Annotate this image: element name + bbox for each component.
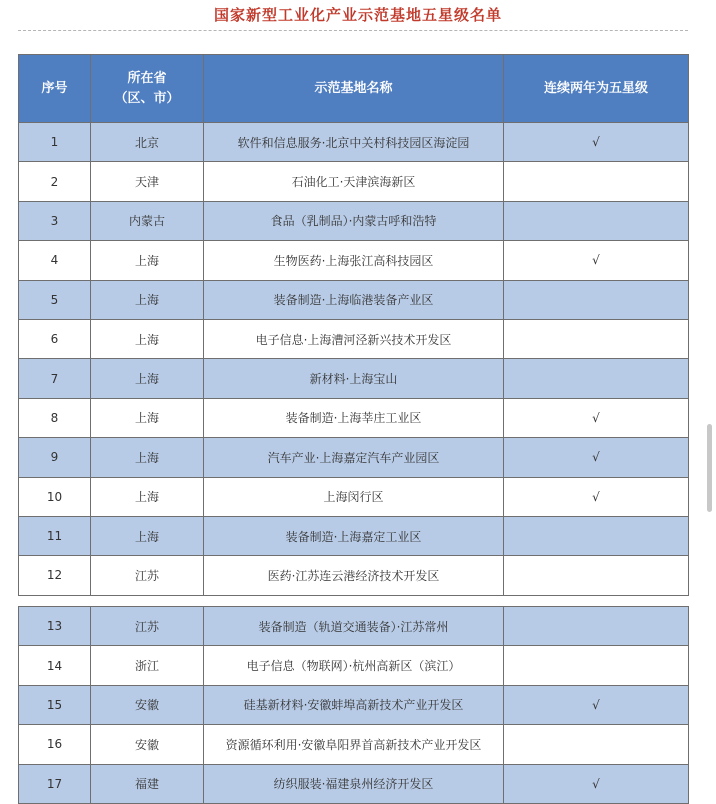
cell-index: 9 [19,438,91,477]
cell-province: 江苏 [91,607,204,646]
header-base-name: 示范基地名称 [204,55,504,123]
header-index: 序号 [19,55,91,123]
cell-consecutive-mark: √ [504,477,689,516]
scrollbar-thumb[interactable] [707,424,712,512]
cell-base-name: 食品（乳制品）·内蒙古呼和浩特 [204,201,504,240]
cell-base-name: 电子信息（物联网）·杭州高新区（滨江） [204,646,504,685]
cell-province: 安徽 [91,725,204,764]
table-row [19,607,689,646]
cell-index: 13 [19,607,91,646]
cell-province: 天津 [91,162,204,201]
cell-index: 16 [19,725,91,764]
cell-consecutive-mark: √ [504,685,689,724]
cell-base-name: 资源循环利用·安徽阜阳界首高新技术产业开发区 [204,725,504,764]
cell-province: 北京 [91,123,204,162]
page-title: 国家新型工业化产业示范基地五星级名单 [213,6,502,24]
table-row [19,319,689,358]
cell-base-name: 装备制造·上海嘉定工业区 [204,516,504,555]
title-divider [18,30,688,31]
cell-base-name: 上海闵行区 [204,477,504,516]
cell-base-name: 医药·江苏连云港经济技术开发区 [204,556,504,595]
cell-index: 5 [19,280,91,319]
cell-base-name: 电子信息·上海漕河泾新兴技术开发区 [204,319,504,358]
cell-province: 安徽 [91,685,204,724]
cell-province: 上海 [91,398,204,437]
cell-index: 17 [19,764,91,803]
cell-province: 上海 [91,241,204,280]
cell-index: 1 [19,123,91,162]
cell-consecutive-mark: √ [504,438,689,477]
cell-index: 2 [19,162,91,201]
table-row [19,725,689,764]
cell-consecutive-mark [504,556,689,595]
cell-base-name: 生物医药·上海张江高科技园区 [204,241,504,280]
cell-base-name: 装备制造·上海临港装备产业区 [204,280,504,319]
page-break-gap [18,596,688,606]
cell-index: 4 [19,241,91,280]
table-row [19,398,689,437]
table-row [19,201,689,240]
cell-consecutive-mark [504,516,689,555]
table-row [19,685,689,724]
table-row [19,123,689,162]
table-row [19,438,689,477]
cell-base-name: 装备制造（轨道交通装备）·江苏常州 [204,607,504,646]
cell-consecutive-mark [504,280,689,319]
table-row [19,646,689,685]
cell-province: 上海 [91,319,204,358]
cell-index: 12 [19,556,91,595]
cell-province: 上海 [91,280,204,319]
cell-consecutive-mark [504,359,689,398]
cell-base-name: 石油化工·天津滨海新区 [204,162,504,201]
table-row [19,280,689,319]
cell-index: 14 [19,646,91,685]
table-row [19,359,689,398]
ranking-table [18,54,689,596]
cell-index: 11 [19,516,91,555]
cell-consecutive-mark: √ [504,398,689,437]
cell-consecutive-mark: √ [504,123,689,162]
cell-province: 福建 [91,764,204,803]
cell-base-name: 纺织服装·福建泉州经济开发区 [204,764,504,803]
cell-base-name: 汽车产业·上海嘉定汽车产业园区 [204,438,504,477]
header-province-line2: （区、市） [114,90,180,106]
cell-province: 上海 [91,477,204,516]
header-province-line1: 所在省 [127,70,167,86]
cell-consecutive-mark [504,319,689,358]
cell-index: 7 [19,359,91,398]
cell-province: 浙江 [91,646,204,685]
table-row [19,477,689,516]
cell-consecutive-mark [504,201,689,240]
table-row [19,764,689,803]
cell-index: 3 [19,201,91,240]
cell-consecutive-mark [504,162,689,201]
header-consecutive: 连续两年为五星级 [504,55,689,123]
cell-province: 内蒙古 [91,201,204,240]
cell-consecutive-mark [504,725,689,764]
cell-consecutive-mark: √ [504,764,689,803]
ranking-table-continued [18,606,689,804]
cell-province: 上海 [91,516,204,555]
cell-index: 15 [19,685,91,724]
cell-index: 8 [19,398,91,437]
cell-base-name: 软件和信息服务·北京中关村科技园区海淀园 [204,123,504,162]
cell-consecutive-mark [504,646,689,685]
cell-province: 江苏 [91,556,204,595]
table-row [19,241,689,280]
cell-province: 上海 [91,359,204,398]
cell-base-name: 新材料·上海宝山 [204,359,504,398]
cell-consecutive-mark: √ [504,241,689,280]
table-header-row [19,55,689,123]
table-row [19,516,689,555]
table-row [19,162,689,201]
cell-base-name: 装备制造·上海莘庄工业区 [204,398,504,437]
header-province [91,55,204,123]
cell-base-name: 硅基新材料·安徽蚌埠高新技术产业开发区 [204,685,504,724]
cell-index: 10 [19,477,91,516]
cell-index: 6 [19,319,91,358]
cell-province: 上海 [91,438,204,477]
table-row [19,556,689,595]
cell-consecutive-mark [504,607,689,646]
